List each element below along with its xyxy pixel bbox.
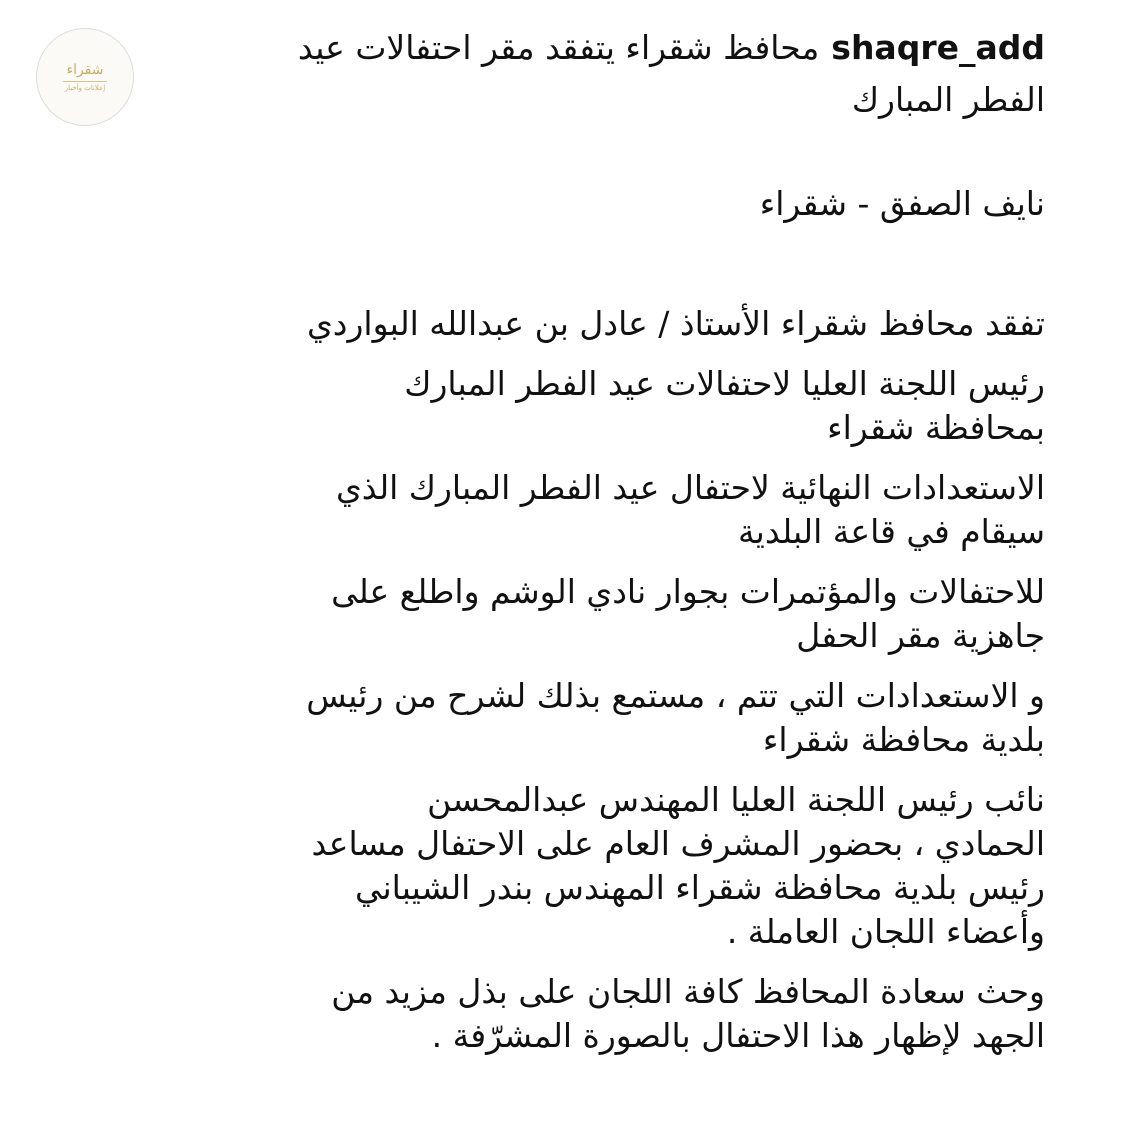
body-line: بلدية محافظة شقراء xyxy=(762,720,1045,759)
body-line: سيقام في قاعة البلدية xyxy=(737,512,1045,551)
body-line: وحث سعادة المحافظ كافة اللجان على بذل مزيد من xyxy=(331,972,1045,1011)
caption-first-line xyxy=(150,22,1045,74)
body-line: للاحتفالات والمؤتمرات بجوار نادي الوشم واطلع على xyxy=(331,572,1045,611)
body-line: وأعضاء اللجان العاملة . xyxy=(726,912,1045,951)
post-byline: نايف الصفق - شقراء xyxy=(759,184,1045,223)
post-caption xyxy=(150,22,1045,1062)
body-line: نائب رئيس اللجنة العليا المهندس عبدالمحسن xyxy=(427,780,1045,819)
body-line: رئيس بلدية محافظة شقراء المهندس بندر الشيباني xyxy=(354,868,1045,907)
body-line: الاستعدادات النهائية لاحتفال عيد الفطر المبارك الذي xyxy=(335,468,1045,507)
avatar-divider xyxy=(63,81,107,82)
body-line: الحمادي ، بحضور المشرف العام على الاحتفال مساعد xyxy=(311,824,1045,863)
username-link[interactable]: shaqre_add xyxy=(831,28,1045,67)
post-title-part1: محافظ شقراء يتفقد مقر احتفالات عيد xyxy=(297,28,820,67)
body-line: بمحافظة شقراء xyxy=(827,408,1045,447)
profile-avatar[interactable] xyxy=(36,28,134,126)
body-line: و الاستعدادات التي تتم ، مستمع بذلك لشرح من رئيس xyxy=(306,676,1045,715)
avatar-logo-subtext: إعلانات وأخبار xyxy=(64,83,106,92)
body-line: رئيس اللجنة العليا لاحتفالات عيد الفطر المبارك xyxy=(404,364,1045,403)
blank-line xyxy=(150,230,1045,282)
post-title-part2: الفطر المبارك xyxy=(851,80,1045,119)
body-line: جاهزية مقر الحفل xyxy=(796,616,1045,655)
avatar-logo-text: شقراء xyxy=(66,61,104,78)
blank-line xyxy=(150,126,1045,178)
body-line: الجهد لإظهار هذا الاحتفال بالصورة المشرّفة . xyxy=(431,1016,1045,1055)
body-line: تفقد محافظ شقراء الأستاذ / عادل بن عبدالله البواردي xyxy=(306,304,1045,343)
